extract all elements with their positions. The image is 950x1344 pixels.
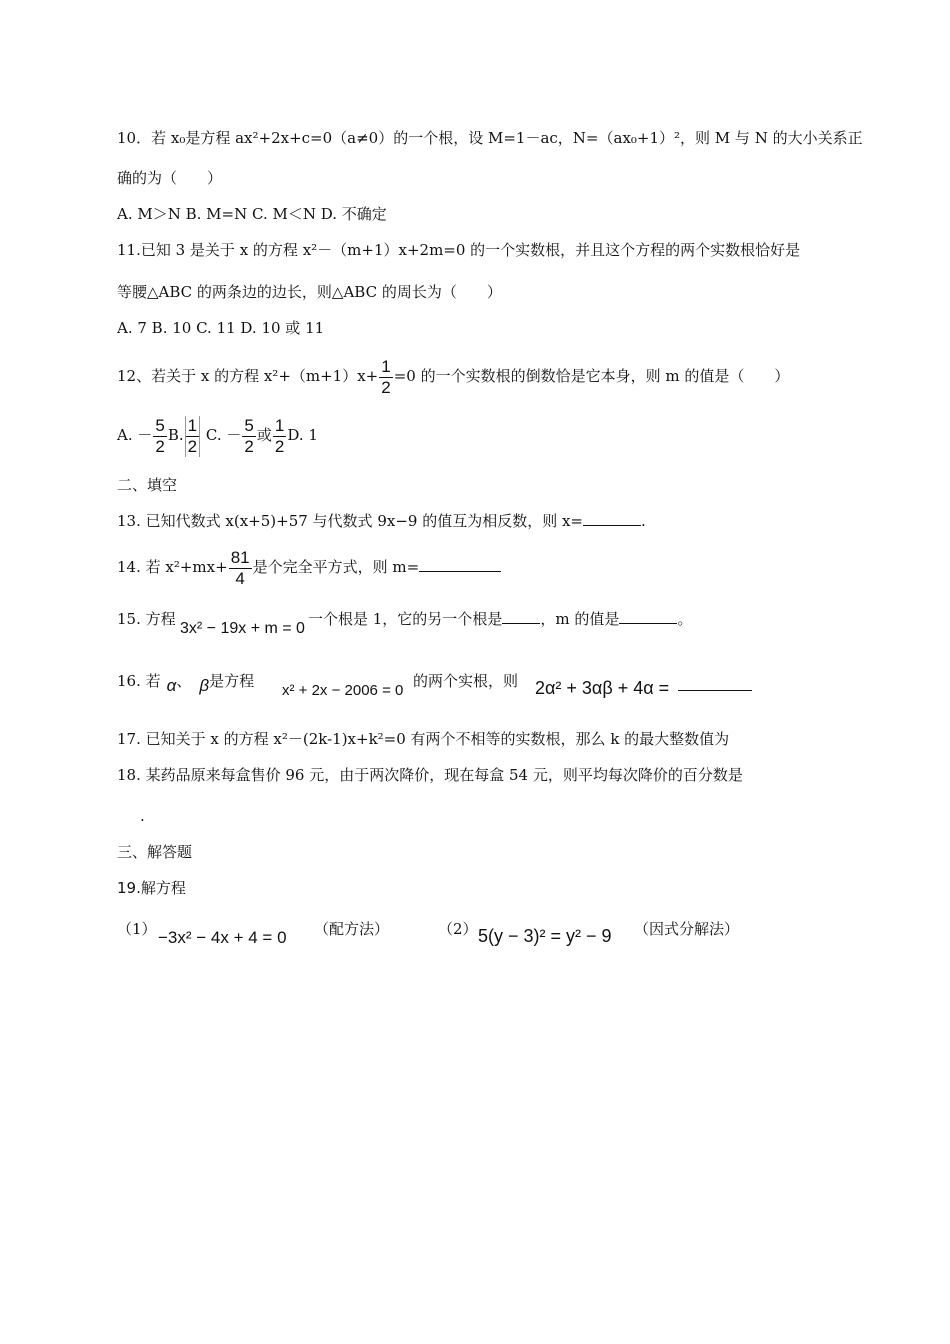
q16-formula: x² + 2x − 2006 = 0 (282, 682, 404, 699)
q15-pre: 15. 方程 (117, 610, 176, 628)
q17: 17. 已知关于 x 的方程 x²－(2k-1)x+k²=0 有两个不相等的实数根，那么 k 的最大整数值为 (117, 730, 730, 748)
q10-line2: 确的为（ ） (117, 169, 223, 187)
q12-post: =0 的一个实数根的倒数恰是它本身，则 m 的值是（ ） (393, 367, 790, 385)
q18-line2: . (140, 807, 145, 825)
q16-formula2: 2α² + 3αβ + 4α = (535, 678, 670, 698)
q12-stem (117, 355, 789, 398)
q19-part1-formula: −3x² − 4x + 4 = 0 (158, 928, 287, 947)
q18-line1: 18. 某药品原来每盒售价 96 元，由于两次降价，现在每盒 54 元，则平均每次降价的百分数是 (117, 766, 743, 784)
q11-line2: 等腰△ABC 的两条边的边长，则△ABC 的周长为（ ） (117, 283, 502, 301)
q15-text: 一个根是 1，它的另一个根是 ，m 的值是 。 (308, 610, 693, 628)
q14-fraction: $\frac{81}{4}$ (230, 547, 250, 588)
q15-formula: 3x² − 19x + m = 0 (180, 620, 305, 637)
q19-title: 19.解方程 (117, 879, 186, 897)
q12-opt-c-fraction: $\frac{5}{2}$ (244, 415, 254, 456)
q15-root-blank[interactable] (502, 609, 540, 624)
q19-part1-method: （配方法） (314, 920, 390, 938)
q11-options: A. 7 B. 10 C. 11 D. 10 或 11 (117, 319, 325, 337)
q10-line1: 10．若 x₀是方程 ax²+2x+c=0（a≠0）的一个根，设 M=1－ac，N=（ax₀+1）²，则 M 与 N 的大小关系正 (117, 129, 863, 147)
q12-opt-b-fraction: $\frac{1}{2}$ (185, 416, 200, 457)
q13: 13. 已知代数式 x(x+5)+57 与代数式 9x−9 的值互为相反数，则 x= . (117, 512, 646, 530)
q19-part2-label: （2） (438, 920, 478, 938)
q12-options: A. － $\frac{5}{2}$ B. $\frac{1}{2}$ C. － $\frac{5}{2}$ 或 $\frac{1}{2}$ D. 1 (117, 415, 318, 456)
q14-answer-blank[interactable] (419, 557, 501, 572)
q19-part1-label: （1） (117, 920, 157, 938)
section-solve: 三、解答题 (117, 843, 193, 861)
q16-post: 的两个实根，则 (413, 672, 519, 690)
q16-pre: 16. 若 α、 β是方程 (117, 672, 255, 695)
q16-answer-blank[interactable] (678, 690, 752, 691)
q10-options: A. M＞N B. M=N C. M＜N D. 不确定 (117, 205, 387, 223)
q12-opt-c2-fraction: $\frac{1}{2}$ (274, 415, 285, 456)
q19-part2-method: （因式分解法） (634, 920, 740, 938)
q12-opt-a-fraction: $\frac{5}{2}$ (155, 415, 165, 456)
section-fill-in: 二、填空 (117, 476, 178, 494)
q19-part2-formula: 5(y − 3)² = y² − 9 (478, 926, 612, 946)
q14: 14. 若 x²+mx+ $\frac{81}{4}$ 是个完全平方式，则 m= (117, 546, 501, 589)
q15-m-blank[interactable] (619, 609, 677, 624)
q11-line1: 11.已知 3 是关于 x 的方程 x²－（m+1）x+2m=0 的一个实数根，并且这个方程的两个实数根恰好是 (117, 241, 801, 259)
q13-answer-blank[interactable] (583, 511, 641, 526)
q12-pre: 12、若关于 x 的方程 x²+（m+1）x+ (117, 367, 379, 385)
q12-fraction: $\frac{1}{2}$ (381, 356, 391, 397)
